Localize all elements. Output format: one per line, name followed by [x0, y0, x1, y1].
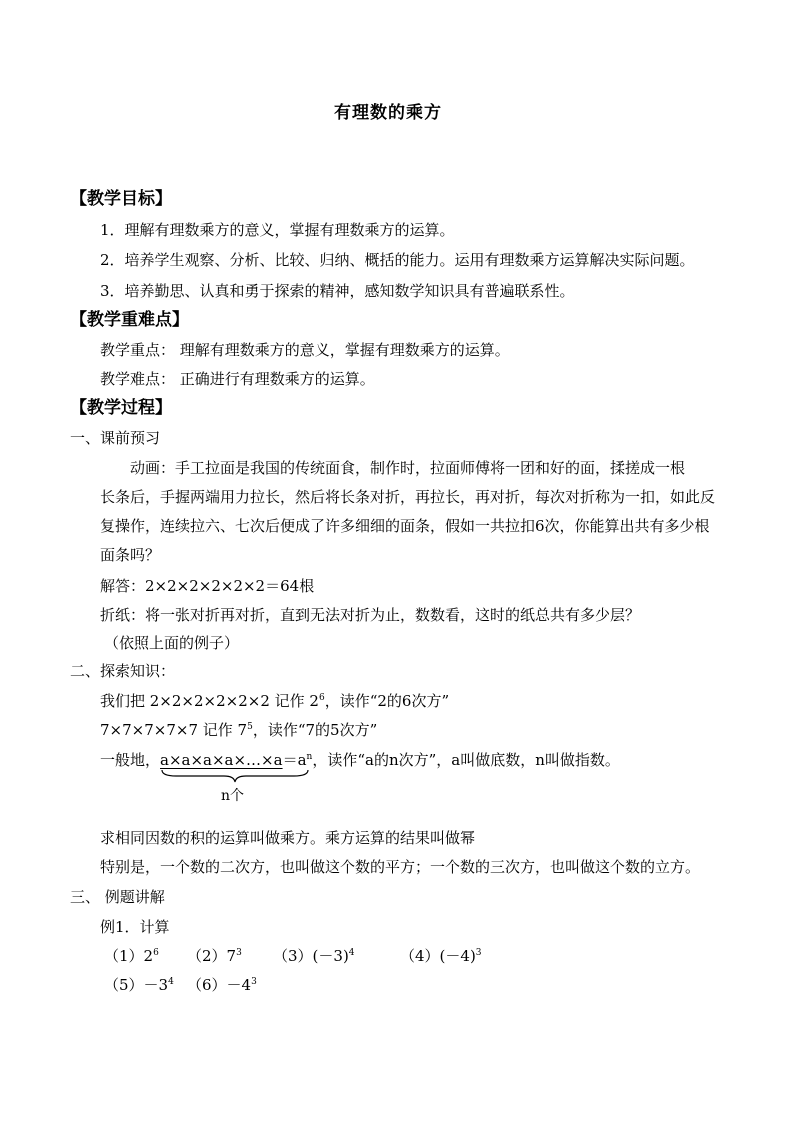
difficulty-line: 教学难点： 正确进行有理数乘方的运算。: [100, 370, 375, 388]
hint-line: （依照上面的例子）: [104, 634, 240, 652]
goal-item-1: 1．理解有理数乘方的意义，掌握有理数乘方的运算。: [100, 221, 455, 239]
animation-paragraph-line-3: 复操作，连续拉六、七次后便成了许多细细的面条，假如一共拉扣6次，你能算出共有多少根: [100, 517, 710, 535]
paper-fold-question: 折纸：将一张对折再对折，直到无法对折为止，数数看，这时的纸总共有多少层？: [100, 606, 641, 624]
example-label: 例1．计算: [100, 918, 170, 936]
section-heading-goals: 【教学目标】: [70, 189, 172, 209]
part2-heading: 二、探索知识：: [70, 662, 176, 680]
exercise-3: $(3)(-3)^4$: [273, 947, 355, 965]
section-heading-keypoints: 【教学重难点】: [70, 310, 189, 330]
exercise-6: $(6)-4^3$: [187, 976, 257, 994]
repeated-product-expression: a×a×a×a×…×a: [160, 751, 283, 769]
underbrace-icon: [160, 768, 310, 784]
brace-label: n个: [221, 788, 245, 804]
exercise-2: $(2)7^3$: [187, 947, 242, 965]
power-general-definition: 一般地，$a\times a\times a\times a\times\dots\times a=a^n$，读作“a的n次方”，a叫做底数，n叫做指数。: [100, 751, 620, 769]
exercise-4: $(4)(-4)^3$: [400, 947, 482, 965]
power-example-1: 我们把 2×2×2×2×2×2 记作 $2^6$，读作“2的6次方”: [100, 692, 450, 710]
exercise-1: $(1)2^6$: [104, 947, 159, 965]
exercise-5: $(5)-3^4$: [104, 976, 174, 994]
goal-item-3: 3．培养勤思、认真和勇于探索的精神，感知数学知识具有普遍联系性。: [100, 282, 575, 300]
square-cube-line: 特别是，一个数的二次方，也叫做这个数的平方；一个数的三次方，也叫做这个数的立方。: [100, 858, 701, 876]
animation-paragraph-line-2: 长条后，手握两端用力拉长，然后将长条对折，再拉长，再对折，每次对折称为一扣，如此反: [100, 488, 716, 506]
part3-heading: 三、 例题讲解: [70, 888, 165, 906]
goal-item-2: 2．培养学生观察、分析、比较、归纳、概括的能力。运用有理数乘方运算解决实际问题。: [100, 251, 695, 269]
power-definition-line: 求相同因数的积的运算叫做乘方。乘方运算的结果叫做幂: [100, 829, 476, 847]
key-point-line: 教学重点： 理解有理数乘方的意义，掌握有理数乘方的运算。: [100, 341, 510, 359]
section-heading-process: 【教学过程】: [70, 398, 172, 418]
power-example-2: 7×7×7×7×7 记作 $7^5$，读作“7的5次方”: [100, 721, 378, 739]
part1-heading: 一、课前预习: [70, 429, 161, 447]
page-title: 有理数的乘方: [334, 103, 442, 123]
animation-paragraph-line-4: 面条吗？: [100, 546, 161, 564]
answer-line: 解答：2×2×2×2×2×2＝64根: [100, 577, 315, 595]
animation-paragraph-line-1: 动画：手工拉面是我国的传统面食，制作时，拉面师傅将一团和好的面，揉搓成一根: [130, 459, 686, 477]
